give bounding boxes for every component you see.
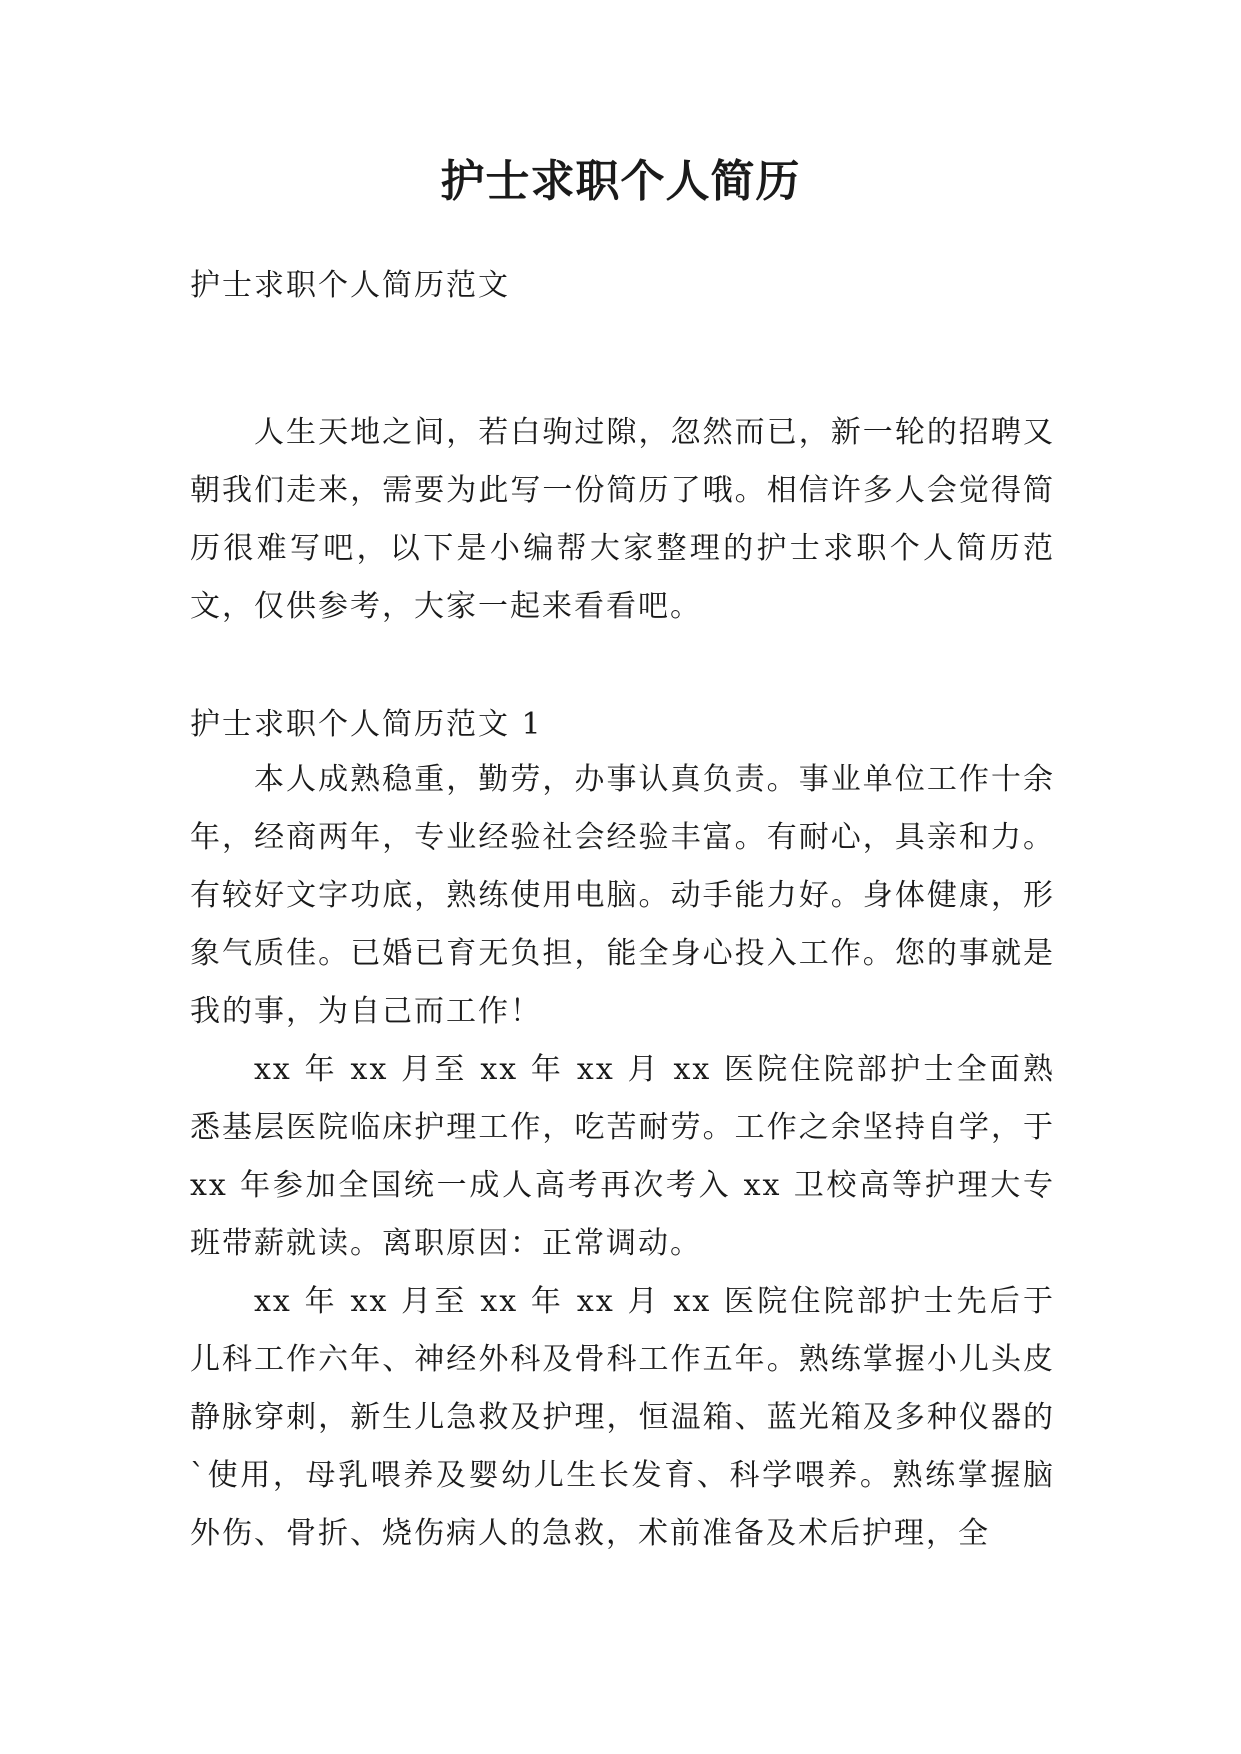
document-subtitle: 护士求职个人简历范文 xyxy=(190,268,510,303)
intro-paragraph: 人生天地之间，若白驹过隙，忽然而已，新一轮的招聘又朝我们走来，需要为此写一份简历了哦。相信许多人会觉得简历很难写吧，以下是小编帮大家整理的护士求职个人简历范文，仅供参考，大家一起来看看吧。 xyxy=(190,415,1055,624)
body-paragraph-3: xx 年 xx 月至 xx 年 xx 月 xx 医院住院部护士先后于儿科工作六年、神经外科及骨科工作五年。熟练掌握小儿头皮静脉穿刺，新生儿急救及护理，恒温箱、蓝光箱及多种仪器的`使用，母乳喂养及婴幼儿生长发育、科学喂养。熟练掌握脑外伤、骨折、烧伤病人的急救，术前准备及术后护理，全 xyxy=(190,1284,1055,1551)
document-title: 护士求职个人简历 xyxy=(440,156,801,207)
body-paragraph-2: xx 年 xx 月至 xx 年 xx 月 xx 医院住院部护士全面熟悉基层医院临床护理工作，吃苦耐劳。工作之余坚持自学，于 xx 年参加全国统一成人高考再次考入 xx 卫校高等护理大专班带薪就读。离职原因：正常调动。 xyxy=(190,1052,1055,1261)
body-paragraph-1: 本人成熟稳重，勤劳，办事认真负责。事业单位工作十余年，经商两年，专业经验社会经验丰富。有耐心，具亲和力。有较好文字功底，熟练使用电脑。动手能力好。身体健康，形象气质佳。已婚已育无负担，能全身心投入工作。您的事就是我的事，为自己而工作！ xyxy=(190,762,1055,1029)
section-heading: 护士求职个人简历范文 1 xyxy=(190,707,543,742)
